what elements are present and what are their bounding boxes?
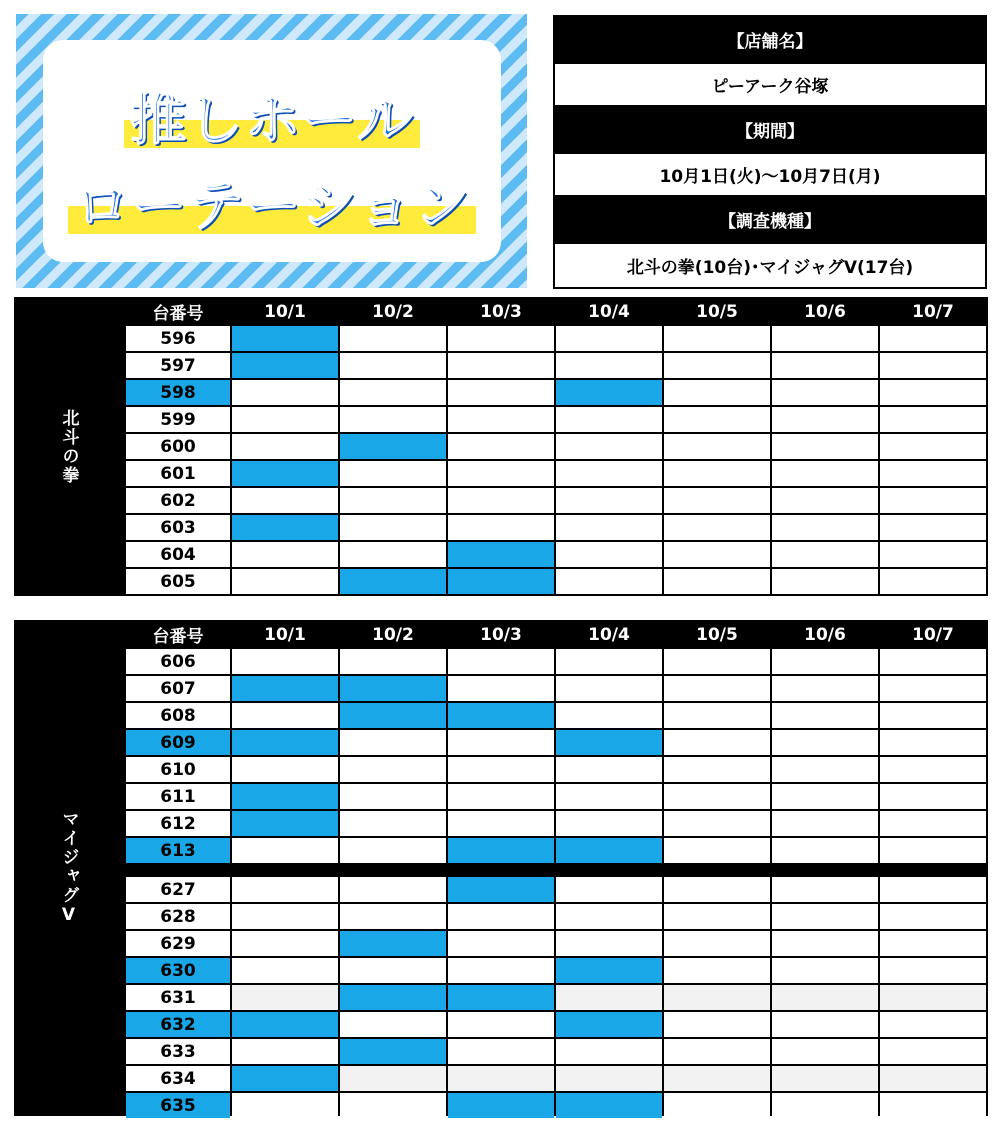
header-date: 10/5 xyxy=(664,299,770,324)
cell-empty xyxy=(664,958,770,983)
cell-empty xyxy=(448,649,554,674)
cell-empty xyxy=(772,1093,878,1118)
cell-highlighted xyxy=(232,515,338,540)
cell-empty xyxy=(664,649,770,674)
cell-empty xyxy=(556,1039,662,1064)
machine-number: 627 xyxy=(126,877,230,902)
cell-empty xyxy=(664,676,770,701)
table-row xyxy=(126,904,986,929)
header-date: 10/5 xyxy=(664,622,770,647)
machine-number: 601 xyxy=(126,461,230,486)
title-banner xyxy=(16,14,527,288)
cell-empty xyxy=(232,757,338,782)
cell-empty xyxy=(772,730,878,755)
table-row xyxy=(126,811,986,836)
table-header-row xyxy=(126,299,986,324)
cell-highlighted xyxy=(448,838,554,863)
table-row xyxy=(126,1066,986,1091)
cell-empty xyxy=(340,461,446,486)
table-row xyxy=(126,703,986,728)
store-value: ピーアーク谷塚 xyxy=(555,62,985,107)
cell-highlighted xyxy=(340,985,446,1010)
cell-empty xyxy=(340,877,446,902)
cell-empty xyxy=(880,757,986,782)
cell-empty xyxy=(664,877,770,902)
machine-number: 603 xyxy=(126,515,230,540)
banner-title-line2: ローテーション xyxy=(43,162,501,242)
cell-empty xyxy=(772,1012,878,1037)
table-row xyxy=(126,730,986,755)
header-date: 10/7 xyxy=(880,622,986,647)
cell-empty xyxy=(772,407,878,432)
table-row xyxy=(126,649,986,674)
machine-number: 611 xyxy=(126,784,230,809)
machine-number: 630 xyxy=(126,958,230,983)
cell-empty xyxy=(664,904,770,929)
cell-empty xyxy=(556,407,662,432)
machine-number: 629 xyxy=(126,931,230,956)
banner-title-line1: 推しホール xyxy=(43,76,501,156)
cell-empty xyxy=(880,703,986,728)
cell-inactive xyxy=(232,985,338,1010)
table-row xyxy=(126,757,986,782)
cell-empty xyxy=(556,434,662,459)
cell-empty xyxy=(772,904,878,929)
cell-empty xyxy=(448,730,554,755)
cell-empty xyxy=(880,542,986,567)
cell-empty xyxy=(448,904,554,929)
section-hokuto xyxy=(14,297,988,596)
machine-number: 599 xyxy=(126,407,230,432)
cell-empty xyxy=(232,407,338,432)
cell-empty xyxy=(448,1039,554,1064)
table-row xyxy=(126,380,986,405)
table-row xyxy=(126,326,986,351)
cell-empty xyxy=(340,649,446,674)
cell-empty xyxy=(880,1012,986,1037)
cell-empty xyxy=(772,569,878,594)
machine-number: 605 xyxy=(126,569,230,594)
cell-inactive xyxy=(664,1066,770,1091)
cell-highlighted xyxy=(340,703,446,728)
cell-empty xyxy=(772,542,878,567)
cell-empty xyxy=(880,380,986,405)
cell-empty xyxy=(448,515,554,540)
machine-number: 607 xyxy=(126,676,230,701)
cell-empty xyxy=(880,784,986,809)
cell-empty xyxy=(556,676,662,701)
cell-empty xyxy=(340,407,446,432)
cell-highlighted xyxy=(556,958,662,983)
cell-empty xyxy=(880,1039,986,1064)
cell-empty xyxy=(340,353,446,378)
header-date: 10/6 xyxy=(772,299,878,324)
cell-empty xyxy=(772,326,878,351)
table-row xyxy=(126,569,986,594)
cell-highlighted xyxy=(232,353,338,378)
cell-empty xyxy=(556,649,662,674)
cell-highlighted xyxy=(556,1012,662,1037)
cell-empty xyxy=(232,649,338,674)
cell-highlighted xyxy=(232,730,338,755)
cell-empty xyxy=(880,353,986,378)
cell-empty xyxy=(880,569,986,594)
table-row xyxy=(126,407,986,432)
table-row xyxy=(126,931,986,956)
table-row xyxy=(126,542,986,567)
cell-empty xyxy=(340,838,446,863)
cell-empty xyxy=(556,811,662,836)
machine-number: 600 xyxy=(126,434,230,459)
cell-empty xyxy=(880,434,986,459)
cell-empty xyxy=(880,488,986,513)
cell-inactive xyxy=(340,1066,446,1091)
cell-empty xyxy=(448,461,554,486)
cell-highlighted xyxy=(448,569,554,594)
cell-empty xyxy=(664,515,770,540)
cell-highlighted xyxy=(340,569,446,594)
header-date: 10/2 xyxy=(340,299,446,324)
cell-empty xyxy=(232,703,338,728)
cell-empty xyxy=(772,811,878,836)
machine-number: 634 xyxy=(126,1066,230,1091)
table-row xyxy=(126,461,986,486)
cell-empty xyxy=(448,811,554,836)
cell-empty xyxy=(880,407,986,432)
cell-highlighted xyxy=(340,1039,446,1064)
cell-empty xyxy=(340,757,446,782)
cell-inactive xyxy=(556,1066,662,1091)
table-row xyxy=(126,353,986,378)
cell-empty xyxy=(340,904,446,929)
cell-empty xyxy=(772,784,878,809)
cell-empty xyxy=(772,380,878,405)
cell-empty xyxy=(664,931,770,956)
cell-empty xyxy=(556,461,662,486)
cell-empty xyxy=(772,931,878,956)
cell-empty xyxy=(772,461,878,486)
cell-empty xyxy=(340,515,446,540)
cell-highlighted xyxy=(232,784,338,809)
cell-empty xyxy=(664,353,770,378)
machine-number: 596 xyxy=(126,326,230,351)
cell-empty xyxy=(664,730,770,755)
cell-empty xyxy=(664,569,770,594)
rotation-table xyxy=(124,297,988,596)
machine-number: 612 xyxy=(126,811,230,836)
machine-number: 613 xyxy=(126,838,230,863)
period-value: 10月1日(火)〜10月7日(月) xyxy=(555,152,985,197)
table-row xyxy=(126,1012,986,1037)
cell-empty xyxy=(232,958,338,983)
cell-empty xyxy=(880,730,986,755)
table-row xyxy=(126,958,986,983)
machine-label: 【調査機種】 xyxy=(555,197,985,242)
cell-highlighted xyxy=(448,703,554,728)
machine-number: 609 xyxy=(126,730,230,755)
cell-empty xyxy=(772,757,878,782)
cell-empty xyxy=(556,542,662,567)
cell-empty xyxy=(880,931,986,956)
cell-empty xyxy=(880,515,986,540)
cell-empty xyxy=(232,434,338,459)
cell-empty xyxy=(556,488,662,513)
cell-empty xyxy=(664,1093,770,1118)
header-date: 10/3 xyxy=(448,299,554,324)
cell-highlighted xyxy=(232,676,338,701)
cell-empty xyxy=(772,1039,878,1064)
cell-highlighted xyxy=(340,434,446,459)
cell-empty xyxy=(448,488,554,513)
cell-highlighted xyxy=(556,1093,662,1118)
cell-empty xyxy=(448,326,554,351)
cell-empty xyxy=(880,461,986,486)
cell-highlighted xyxy=(232,326,338,351)
cell-empty xyxy=(448,958,554,983)
cell-empty xyxy=(772,649,878,674)
cell-highlighted xyxy=(556,730,662,755)
cell-empty xyxy=(448,407,554,432)
section-label: マイジャグV xyxy=(58,809,79,927)
cell-empty xyxy=(664,1039,770,1064)
table-header-row xyxy=(126,622,986,647)
cell-empty xyxy=(880,877,986,902)
cell-empty xyxy=(448,784,554,809)
machine-number: 597 xyxy=(126,353,230,378)
machine-number: 610 xyxy=(126,757,230,782)
table-row xyxy=(126,515,986,540)
cell-empty xyxy=(880,904,986,929)
cell-empty xyxy=(664,380,770,405)
machine-number: 598 xyxy=(126,380,230,405)
cell-highlighted xyxy=(556,380,662,405)
cell-empty xyxy=(664,488,770,513)
cell-empty xyxy=(880,1093,986,1118)
store-label: 【店舗名】 xyxy=(555,17,985,62)
rotation-table xyxy=(124,620,988,1120)
cell-empty xyxy=(340,326,446,351)
machine-number: 602 xyxy=(126,488,230,513)
cell-highlighted xyxy=(232,1066,338,1091)
cell-inactive xyxy=(880,985,986,1010)
header-date: 10/6 xyxy=(772,622,878,647)
header-date: 10/2 xyxy=(340,622,446,647)
cell-highlighted xyxy=(448,542,554,567)
machine-number: 628 xyxy=(126,904,230,929)
cell-empty xyxy=(448,931,554,956)
header-date: 10/1 xyxy=(232,622,338,647)
cell-empty xyxy=(880,958,986,983)
header-date: 10/3 xyxy=(448,622,554,647)
cell-empty xyxy=(448,757,554,782)
cell-empty xyxy=(340,730,446,755)
cell-empty xyxy=(232,380,338,405)
machine-value: 北斗の拳(10台)･マイジャグV(17台) xyxy=(555,242,985,287)
cell-empty xyxy=(556,703,662,728)
cell-empty xyxy=(880,326,986,351)
cell-empty xyxy=(880,676,986,701)
cell-empty xyxy=(664,784,770,809)
cell-empty xyxy=(556,326,662,351)
cell-empty xyxy=(232,904,338,929)
cell-empty xyxy=(556,877,662,902)
table-row xyxy=(126,784,986,809)
cell-empty xyxy=(556,757,662,782)
section-myjuggler xyxy=(14,620,988,1116)
cell-empty xyxy=(340,542,446,567)
cell-empty xyxy=(664,326,770,351)
header-machine-number: 台番号 xyxy=(126,299,230,324)
cell-empty xyxy=(880,811,986,836)
cell-inactive xyxy=(664,985,770,1010)
cell-highlighted xyxy=(556,838,662,863)
cell-empty xyxy=(772,958,878,983)
cell-empty xyxy=(340,784,446,809)
cell-highlighted xyxy=(448,1093,554,1118)
cell-empty xyxy=(772,488,878,513)
machine-number: 608 xyxy=(126,703,230,728)
table-row xyxy=(126,1093,986,1118)
cell-empty xyxy=(772,353,878,378)
header-date: 10/1 xyxy=(232,299,338,324)
cell-highlighted xyxy=(448,877,554,902)
cell-empty xyxy=(448,434,554,459)
cell-empty xyxy=(556,784,662,809)
cell-empty xyxy=(448,353,554,378)
cell-highlighted xyxy=(448,985,554,1010)
table-row xyxy=(126,1039,986,1064)
cell-empty xyxy=(664,703,770,728)
cell-empty xyxy=(448,1012,554,1037)
cell-empty xyxy=(664,838,770,863)
cell-empty xyxy=(232,569,338,594)
cell-empty xyxy=(340,488,446,513)
header-machine-number: 台番号 xyxy=(126,622,230,647)
cell-empty xyxy=(556,931,662,956)
cell-inactive xyxy=(772,1066,878,1091)
cell-empty xyxy=(340,380,446,405)
table-row xyxy=(126,676,986,701)
cell-empty xyxy=(340,958,446,983)
section-label: 北斗の拳 xyxy=(58,408,79,485)
cell-inactive xyxy=(772,985,878,1010)
table-row xyxy=(126,838,986,863)
cell-empty xyxy=(232,542,338,567)
cell-empty xyxy=(664,757,770,782)
machine-number: 635 xyxy=(126,1093,230,1118)
cell-empty xyxy=(664,434,770,459)
cell-empty xyxy=(232,1039,338,1064)
cell-empty xyxy=(232,877,338,902)
cell-empty xyxy=(772,838,878,863)
header-date: 10/4 xyxy=(556,622,662,647)
cell-empty xyxy=(556,904,662,929)
cell-empty xyxy=(880,649,986,674)
cell-inactive xyxy=(880,1066,986,1091)
cell-empty xyxy=(232,838,338,863)
table-row xyxy=(126,488,986,513)
row-divider xyxy=(126,865,986,875)
machine-number: 604 xyxy=(126,542,230,567)
machine-number: 633 xyxy=(126,1039,230,1064)
cell-empty xyxy=(556,515,662,540)
cell-empty xyxy=(772,703,878,728)
cell-empty xyxy=(556,569,662,594)
cell-empty xyxy=(772,434,878,459)
divider-cell xyxy=(126,865,986,875)
cell-empty xyxy=(664,1012,770,1037)
cell-empty xyxy=(772,676,878,701)
cell-highlighted xyxy=(232,461,338,486)
cell-highlighted xyxy=(232,811,338,836)
cell-empty xyxy=(772,515,878,540)
machine-number: 631 xyxy=(126,985,230,1010)
cell-empty xyxy=(448,676,554,701)
banner-card xyxy=(43,40,501,262)
table-row xyxy=(126,985,986,1010)
cell-empty xyxy=(556,353,662,378)
cell-empty xyxy=(340,1093,446,1118)
cell-empty xyxy=(232,931,338,956)
cell-empty xyxy=(340,1012,446,1037)
cell-highlighted xyxy=(232,1012,338,1037)
cell-empty xyxy=(448,380,554,405)
cell-empty xyxy=(664,407,770,432)
cell-empty xyxy=(772,877,878,902)
header-date: 10/4 xyxy=(556,299,662,324)
machine-number: 606 xyxy=(126,649,230,674)
cell-highlighted xyxy=(340,676,446,701)
cell-inactive xyxy=(448,1066,554,1091)
cell-empty xyxy=(232,488,338,513)
machine-number: 632 xyxy=(126,1012,230,1037)
cell-empty xyxy=(664,461,770,486)
cell-empty xyxy=(664,811,770,836)
cell-empty xyxy=(340,811,446,836)
cell-empty xyxy=(232,1093,338,1118)
period-label: 【期間】 xyxy=(555,107,985,152)
info-panel xyxy=(553,15,987,289)
cell-empty xyxy=(880,838,986,863)
table-row xyxy=(126,877,986,902)
table-row xyxy=(126,434,986,459)
cell-inactive xyxy=(556,985,662,1010)
cell-highlighted xyxy=(340,931,446,956)
header-date: 10/7 xyxy=(880,299,986,324)
cell-empty xyxy=(664,542,770,567)
